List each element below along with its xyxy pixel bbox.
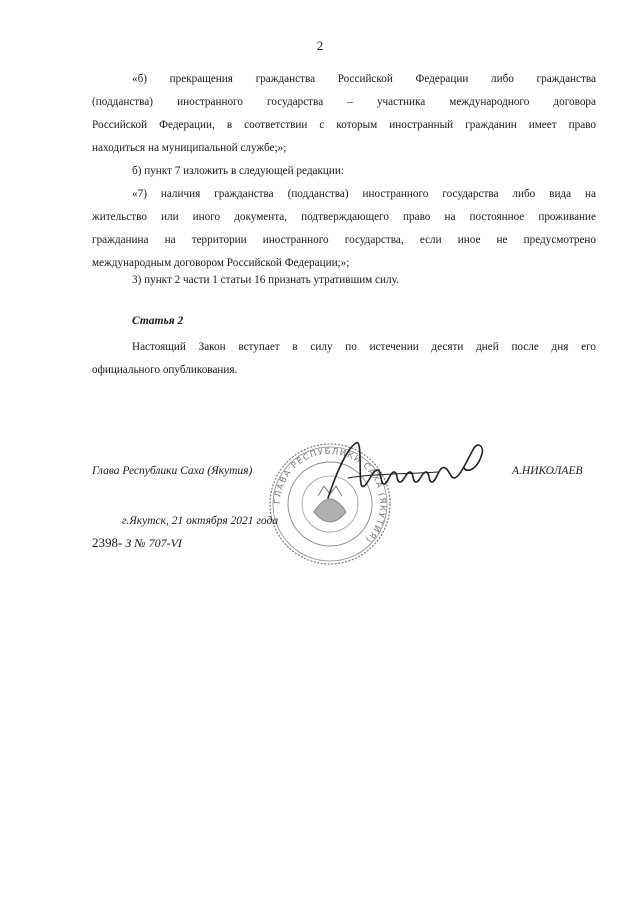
paragraph-line: официального опубликования. (92, 364, 238, 376)
article-heading: Статья 2 (132, 315, 184, 327)
registration-number (92, 535, 182, 551)
paragraph-5 (92, 336, 596, 382)
paragraph-line: (подданства) иностранного государства – участника международного договора (92, 96, 596, 108)
paragraph-2 (92, 160, 596, 183)
signatory-title: Глава Республики Саха (Якутия) (92, 465, 253, 477)
registration-suffix: З № 707-VI (125, 536, 182, 550)
paragraph-3 (92, 183, 596, 275)
place-and-date: г.Якутск, 21 октября 2021 года (122, 515, 279, 527)
page-number: 2 (316, 38, 324, 53)
signatory-name: А.НИКОЛАЕВ (512, 465, 583, 477)
registration-prefix: 2398- (92, 535, 123, 550)
svg-text:ГЛАВА РЕСПУБЛИКИ САХА (ЯКУТИЯ): ГЛАВА РЕСПУБЛИКИ САХА (ЯКУТИЯ) (272, 446, 388, 545)
paragraph-line: «7) наличия гражданства (подданства) иностранного государства либо вида на (132, 188, 596, 200)
paragraph-line: жительство или иного документа, подтверждающего право на постоянное проживание (92, 211, 596, 223)
paragraph-line: находиться на муниципальной службе;»; (92, 142, 287, 154)
paragraph-line: Настоящий Закон вступает в силу по истечении десяти дней после дня его (132, 341, 596, 353)
handwritten-signature (318, 428, 498, 508)
paragraph-line: «б) прекращения гражданства Российской Федерации либо гражданства (132, 73, 596, 85)
paragraph-line: Российской Федерации, в соответствии с которым иностранный гражданин имеет право (92, 119, 596, 131)
paragraph-1 (92, 68, 596, 160)
paragraph-line: гражданина на территории иностранного государства, если иное не предусмотрено (92, 234, 596, 246)
paragraph-line: 3) пункт 2 части 1 статьи 16 признать утратившим силу. (132, 274, 399, 286)
paragraph-line: международным договором Российской Федерации;»; (92, 257, 350, 269)
paragraph-line: б) пункт 7 изложить в следующей редакции: (132, 165, 344, 177)
paragraph-4 (92, 269, 596, 292)
